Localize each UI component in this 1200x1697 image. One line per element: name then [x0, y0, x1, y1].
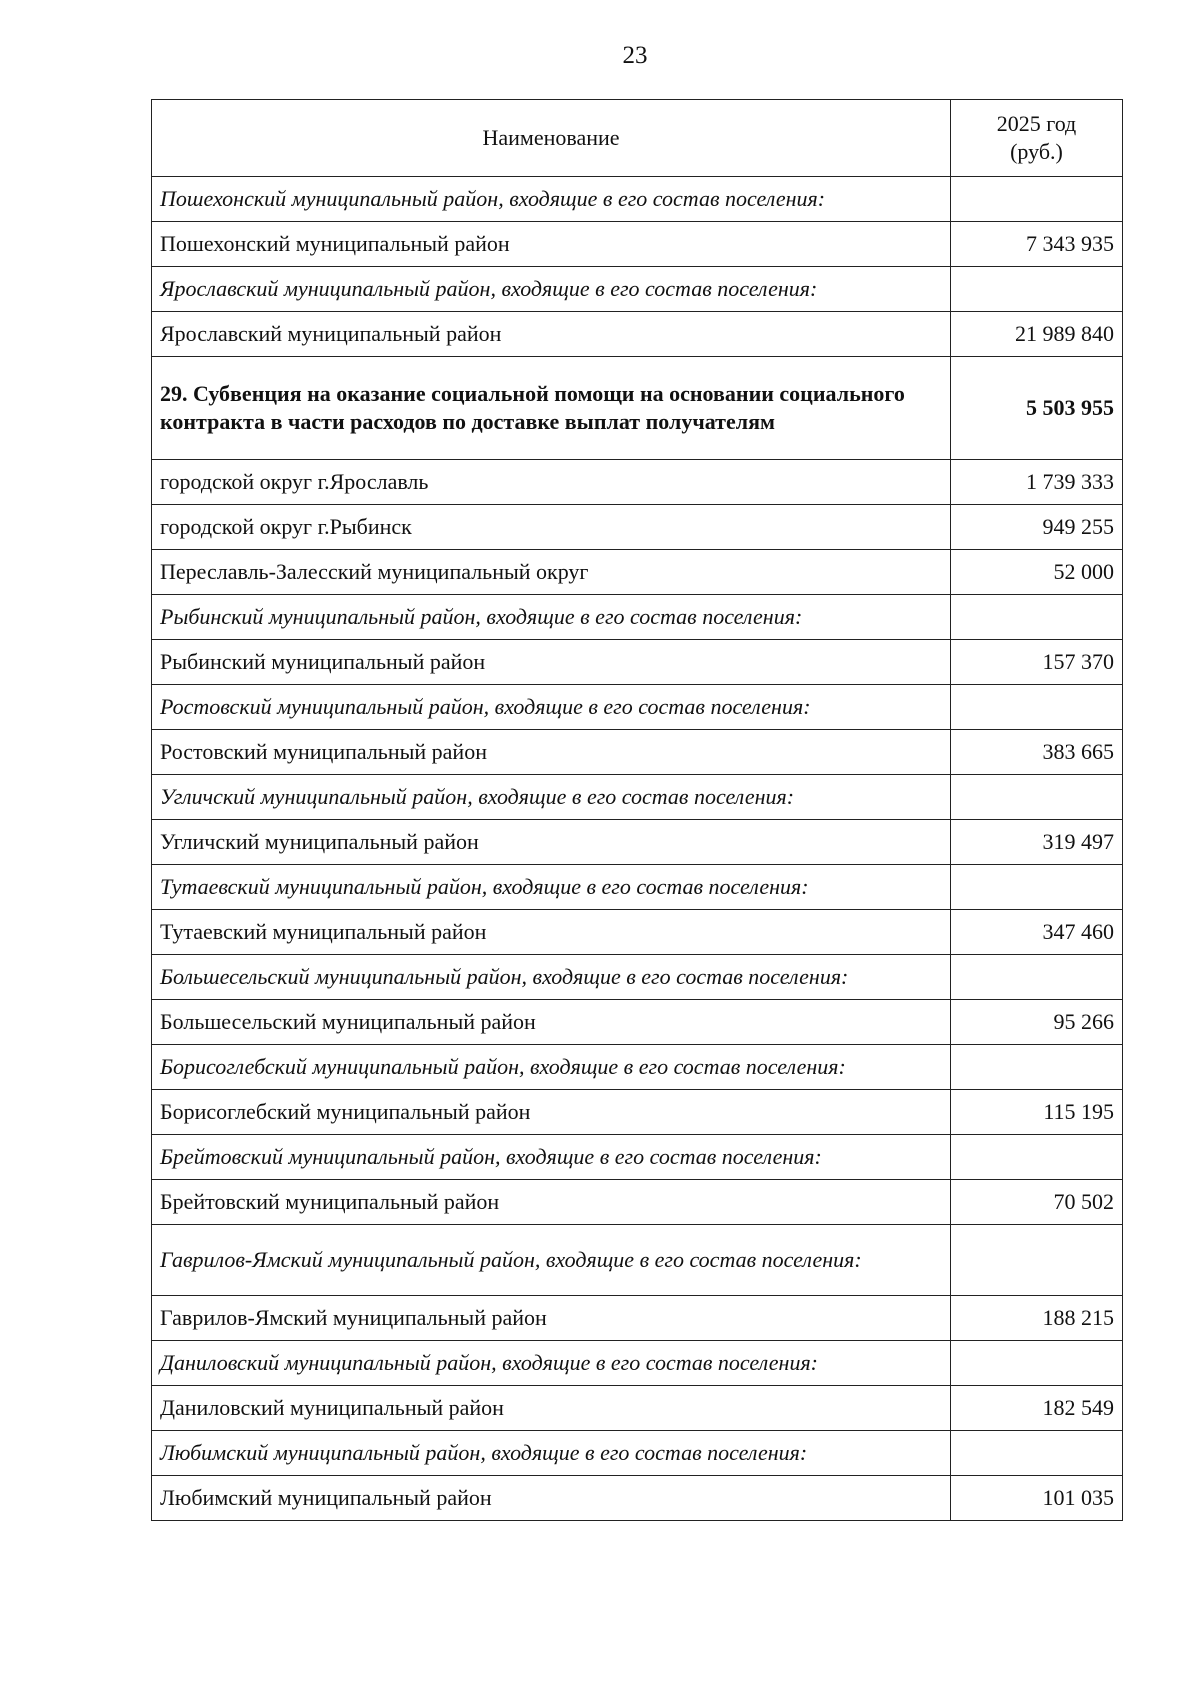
row-value: 188 215 — [951, 1296, 1123, 1341]
group-heading-row — [152, 955, 1123, 1000]
table-row — [152, 222, 1123, 267]
row-value: 383 665 — [951, 730, 1123, 775]
row-value — [951, 1341, 1123, 1386]
row-name: Брейтовский муниципальный район, входящие в его состав поселения: — [152, 1135, 951, 1180]
row-name: Любимский муниципальный район, входящие в его состав поселения: — [152, 1431, 951, 1476]
group-heading-row — [152, 595, 1123, 640]
row-value: 21 989 840 — [951, 312, 1123, 357]
row-value: 5 503 955 — [951, 357, 1123, 460]
group-heading-row — [152, 1045, 1123, 1090]
row-name: городской округ г.Ярославль — [152, 460, 951, 505]
table-row — [152, 1476, 1123, 1521]
table-row — [152, 1090, 1123, 1135]
row-name: Борисоглебский муниципальный район — [152, 1090, 951, 1135]
row-name: Тутаевский муниципальный район, входящие в его состав поселения: — [152, 865, 951, 910]
row-value: 319 497 — [951, 820, 1123, 865]
group-heading-row — [152, 1341, 1123, 1386]
header-value-year: 2025 год — [996, 111, 1077, 136]
section-row — [152, 357, 1123, 460]
table-row — [152, 1000, 1123, 1045]
row-name: Даниловский муниципальный район, входящие в его состав поселения: — [152, 1341, 951, 1386]
row-name: Рыбинский муниципальный район, входящие в его состав поселения: — [152, 595, 951, 640]
table-row — [152, 640, 1123, 685]
row-name: Брейтовский муниципальный район — [152, 1180, 951, 1225]
row-value — [951, 685, 1123, 730]
row-name: Ростовский муниципальный район, входящие в его состав поселения: — [152, 685, 951, 730]
group-heading-row — [152, 1225, 1123, 1296]
table-row — [152, 550, 1123, 595]
row-value — [951, 1225, 1123, 1296]
row-name: городской округ г.Рыбинск — [152, 505, 951, 550]
header-value-unit: (руб.) — [1010, 139, 1063, 164]
table-row — [152, 730, 1123, 775]
row-value: 95 266 — [951, 1000, 1123, 1045]
row-name: Переславль-Залесский муниципальный округ — [152, 550, 951, 595]
row-value — [951, 1135, 1123, 1180]
row-value — [951, 1045, 1123, 1090]
row-value: 949 255 — [951, 505, 1123, 550]
row-value — [951, 595, 1123, 640]
header-value — [951, 100, 1123, 177]
row-name: Ростовский муниципальный район — [152, 730, 951, 775]
row-name: Любимский муниципальный район — [152, 1476, 951, 1521]
table-row — [152, 312, 1123, 357]
row-name: Тутаевский муниципальный район — [152, 910, 951, 955]
page-number: 23 — [622, 42, 648, 69]
row-value — [951, 267, 1123, 312]
group-heading-row — [152, 267, 1123, 312]
row-value — [951, 955, 1123, 1000]
row-value: 115 195 — [951, 1090, 1123, 1135]
table-row — [152, 1386, 1123, 1431]
budget-table — [151, 99, 1123, 1521]
row-name: Борисоглебский муниципальный район, входящие в его состав поселения: — [152, 1045, 951, 1090]
row-value: 347 460 — [951, 910, 1123, 955]
row-name: 29. Субвенция на оказание социальной помощи на основании социального контракта в части расходов по доставке выплат получателям — [152, 357, 951, 460]
group-heading-row — [152, 1431, 1123, 1476]
row-name: Угличский муниципальный район, входящие в его состав поселения: — [152, 775, 951, 820]
table-header-row — [152, 100, 1123, 177]
row-name: Пошехонский муниципальный район, входящие в его состав поселения: — [152, 177, 951, 222]
row-name: Большесельский муниципальный район, входящие в его состав поселения: — [152, 955, 951, 1000]
group-heading-row — [152, 685, 1123, 730]
table-row — [152, 505, 1123, 550]
row-name: Рыбинский муниципальный район — [152, 640, 951, 685]
table-row — [152, 910, 1123, 955]
row-name: Гаврилов-Ямский муниципальный район — [152, 1296, 951, 1341]
row-value: 52 000 — [951, 550, 1123, 595]
row-value — [951, 1431, 1123, 1476]
row-value — [951, 177, 1123, 222]
group-heading-row — [152, 865, 1123, 910]
group-heading-row — [152, 775, 1123, 820]
row-value: 7 343 935 — [951, 222, 1123, 267]
table-row — [152, 1180, 1123, 1225]
row-value — [951, 775, 1123, 820]
header-name: Наименование — [152, 100, 951, 177]
row-value: 157 370 — [951, 640, 1123, 685]
row-value: 1 739 333 — [951, 460, 1123, 505]
row-name: Угличский муниципальный район — [152, 820, 951, 865]
row-name: Ярославский муниципальный район — [152, 312, 951, 357]
row-name: Большесельский муниципальный район — [152, 1000, 951, 1045]
group-heading-row — [152, 1135, 1123, 1180]
table-row — [152, 460, 1123, 505]
row-value: 101 035 — [951, 1476, 1123, 1521]
group-heading-row — [152, 177, 1123, 222]
table-row — [152, 820, 1123, 865]
row-value: 70 502 — [951, 1180, 1123, 1225]
row-name: Гаврилов-Ямский муниципальный район, входящие в его состав поселения: — [152, 1225, 951, 1296]
row-name: Ярославский муниципальный район, входящие в его состав поселения: — [152, 267, 951, 312]
row-name: Пошехонский муниципальный район — [152, 222, 951, 267]
row-value: 182 549 — [951, 1386, 1123, 1431]
table-row — [152, 1296, 1123, 1341]
row-value — [951, 865, 1123, 910]
row-name: Даниловский муниципальный район — [152, 1386, 951, 1431]
